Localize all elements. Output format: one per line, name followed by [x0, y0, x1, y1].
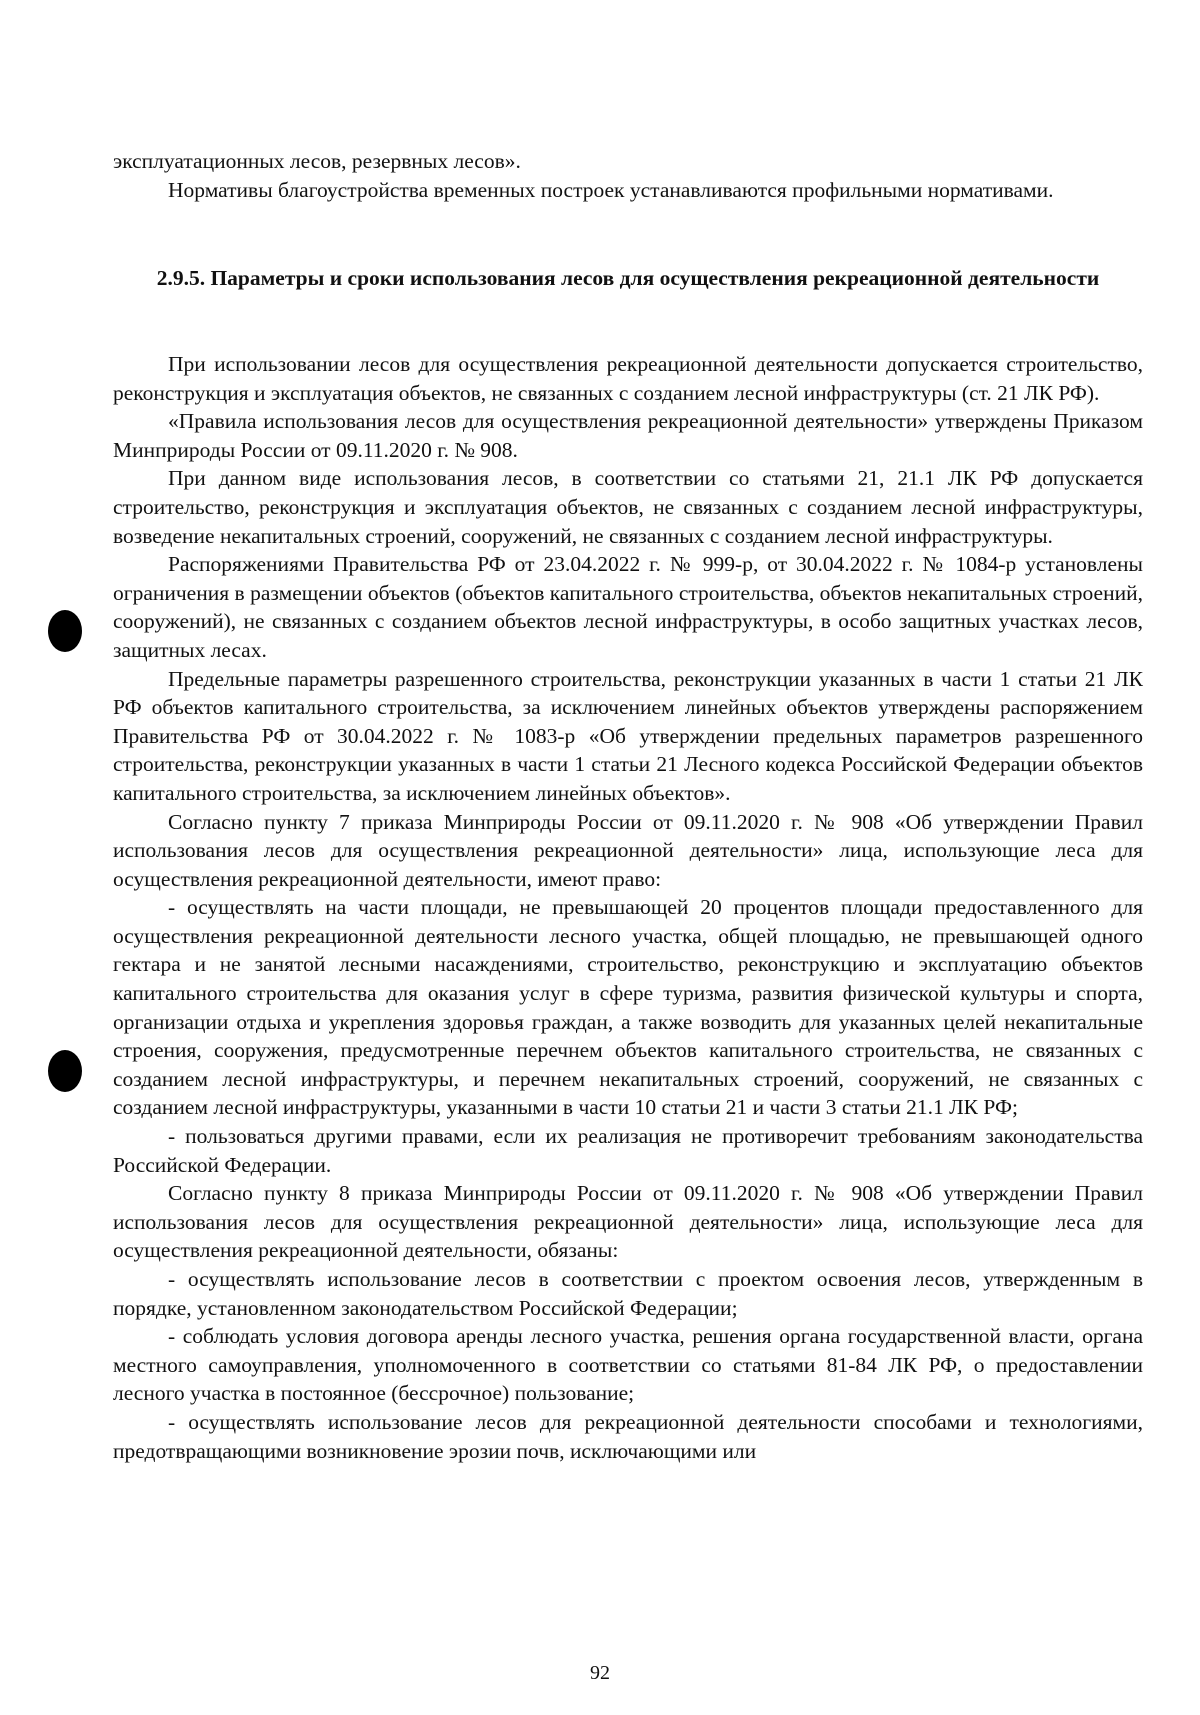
list-item: - пользоваться другими правами, если их реализация не противоречит требованиям законодательства Российской Федерации. [113, 1124, 1143, 1177]
paragraph: При использовании лесов для осуществления рекреационной деятельности допускается строительство, реконструкция и эксплуатация объектов, не связанных с созданием лесной инфраструктуры (ст. 21 ЛК РФ). [113, 352, 1143, 405]
paragraph: Нормативы благоустройства временных построек устанавливаются профильными нормативами. [168, 177, 1054, 202]
paragraph: Согласно пункту 8 приказа Минприроды России от 09.11.2020 г. № 908 «Об утверждении Правил использования лесов для осуществления рекреационной деятельности» лица, использующие леса для осуществления рекреационной деятельности, обязаны: [113, 1181, 1143, 1263]
paragraph: Распоряжениями Правительства РФ от 23.04.2022 г. № 999-р, от 30.04.2022 г. № 1084-р установлены ограничения в размещении объектов (объектов капитального строительства, объектов некапитальных строений, сооружений), не связанных с созданием объектов лесной инфраструктуры, в особо защитных участках лесов, защитных лесах. [113, 552, 1143, 662]
paragraph: При данном виде использования лесов, в соответствии со статьями 21, 21.1 ЛК РФ допускается строительство, реконструкция и эксплуатация объектов, не связанных с созданием лесной инфраструктуры, возведение некапитальных строений, сооружений, не связанных с созданием лесной инфраструктуры. [113, 466, 1143, 548]
paragraph-continuation: эксплуатационных лесов, резервных лесов». [113, 149, 521, 173]
list-item: - осуществлять на части площади, не превышающей 20 процентов площади предоставленного для осуществления рекреационной деятельности лесного участка, общей площадью, не превышающей одного гектара и не занятой лесными насаждениями, строительство, реконструкцию и эксплуатацию объектов капитального строительства для оказания услуг в сфере туризма, развития физической культуры и спорта, организации отдыха и укрепления здоровья граждан, а также возводить для указанных целей некапитальные строения, сооружения, предусмотренные перечнем объектов капитального строительства, не связанных с созданием лесной инфраструктуры, и перечнем некапитальных строений, сооружений, не связанных с созданием лесной инфраструктуры, указанными в части 10 статьи 21 и части 3 статьи 21.1 ЛК РФ; [113, 895, 1143, 1120]
paragraph: Согласно пункту 7 приказа Минприроды России от 09.11.2020 г. № 908 «Об утверждении Правил использования лесов для осуществления рекреационной деятельности» лица, использующие леса для осуществления рекреационной деятельности, имеют право: [113, 809, 1143, 891]
page-number: 92 [590, 1662, 610, 1684]
punch-hole-mark [48, 1050, 82, 1092]
intro-text [113, 147, 1143, 204]
section-heading: 2.9.5. Параметры и сроки использования лесов для осуществления рекреационной деятельности [156, 266, 1100, 290]
paragraph: «Правила использования лесов для осуществления рекреационной деятельности» утверждены Приказом Минприроды России от 09.11.2020 г. № 908. [113, 409, 1143, 462]
list-item: - осуществлять использование лесов для рекреационной деятельности способами и технологиями, предотвращающими возникновение эрозии почв, исключающими или [113, 1409, 1143, 1463]
list-item: - осуществлять использование лесов в соответствии с проектом освоения лесов, утвержденным в порядке, установленном законодательством Российской Федерации; [113, 1267, 1143, 1320]
paragraph: Предельные параметры разрешенного строительства, реконструкции указанных в части 1 статьи 21 ЛК РФ объектов капитального строительства, за исключением линейных объектов утверждены распоряжением Правительства РФ от 30.04.2022 г. № 1083-р «Об утверждении предельных параметров разрешенного строительства, реконструкции указанных в части 1 статьи 21 Лесного кодекса Российской Федерации объектов капитального строительства, за исключением линейных объектов». [113, 666, 1143, 805]
punch-hole-mark [48, 610, 82, 652]
section-body [113, 350, 1143, 1465]
list-item: - соблюдать условия договора аренды лесного участка, решения органа государственной власти, органа местного самоуправления, уполномоченного в соответствии со статьями 81-84 ЛК РФ, о предоставлении лесного участка в постоянное (бессрочное) пользование; [113, 1324, 1143, 1406]
